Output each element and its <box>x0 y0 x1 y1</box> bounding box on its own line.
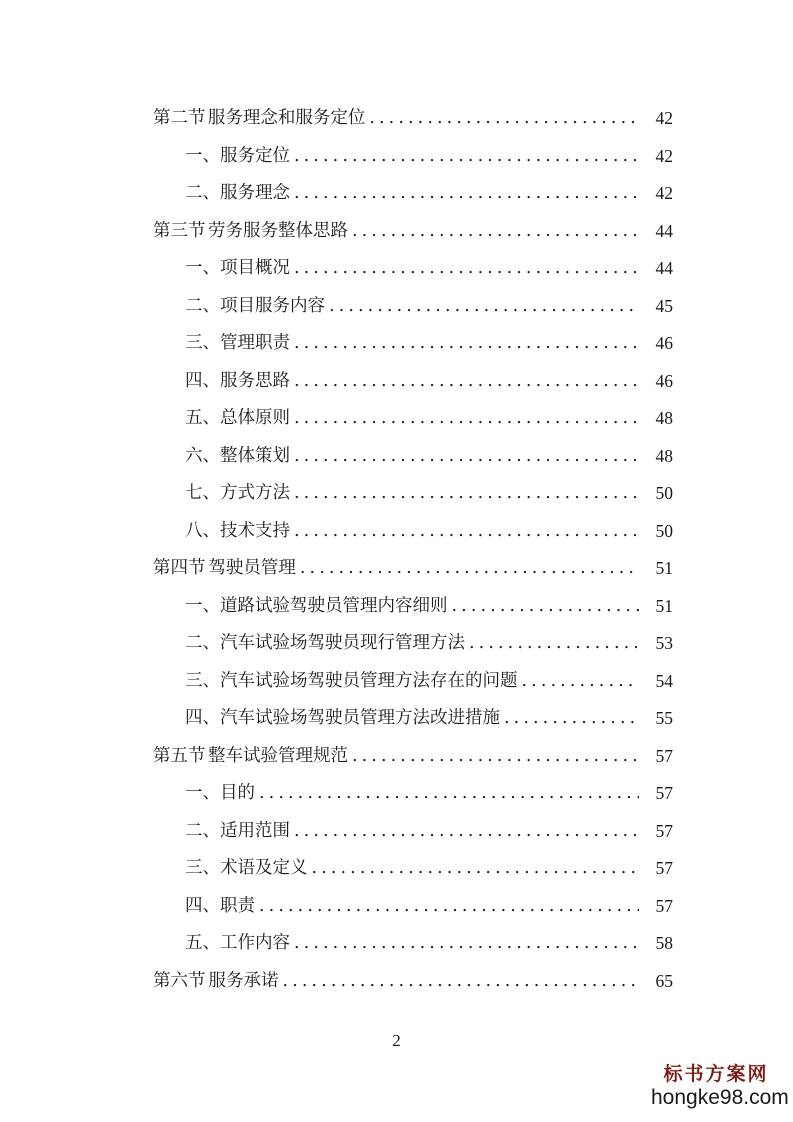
toc-title: 驾驶员管理 <box>208 558 296 578</box>
toc-number: 二、 <box>185 183 220 203</box>
toc-dot-leader <box>290 250 673 288</box>
toc-title: 项目服务内容 <box>220 295 325 316</box>
toc-entry <box>185 475 673 513</box>
toc-number: 八、 <box>185 520 220 541</box>
toc-page-number: 51 <box>639 550 673 588</box>
toc-dot-leader <box>290 325 673 363</box>
toc-entry <box>185 363 673 401</box>
toc-number: 第五节 <box>153 745 206 766</box>
toc-page-number: 42 <box>639 175 673 213</box>
watermark-name: 标书方案网 <box>663 1063 769 1085</box>
toc-number: 四、 <box>185 895 220 916</box>
toc-page-number: 54 <box>639 663 673 701</box>
toc-number: 四、 <box>185 708 220 728</box>
toc-title: 服务思路 <box>220 370 290 391</box>
toc-dot-leader <box>290 138 673 176</box>
watermark-url: hongke98.com <box>651 1086 789 1109</box>
toc-dot-leader <box>255 775 673 813</box>
toc-dot-leader <box>279 963 673 1001</box>
toc-dot-leader <box>348 213 673 251</box>
toc-section-row[interactable] <box>0 100 793 138</box>
toc-subsection-row[interactable] <box>0 925 793 963</box>
toc-subsection-row[interactable] <box>0 438 793 476</box>
toc-entry <box>185 438 673 476</box>
toc-entry <box>153 963 673 1001</box>
toc-dot-leader <box>325 288 673 326</box>
toc-title: 整车试验管理规范 <box>207 745 348 766</box>
toc-subsection-row[interactable] <box>0 888 793 926</box>
toc-entry <box>185 288 673 326</box>
toc-number: 五、 <box>185 408 220 428</box>
toc-subsection-row[interactable] <box>0 663 793 701</box>
toc-dot-leader <box>290 813 673 851</box>
toc-entry <box>185 513 673 551</box>
toc-entry <box>185 400 673 438</box>
toc-page-number: 51 <box>639 588 673 626</box>
toc-number: 一、 <box>185 258 220 278</box>
toc-number: 三、 <box>185 333 220 353</box>
toc-page-number: 55 <box>639 700 673 738</box>
toc-entry <box>185 850 673 888</box>
toc-page-number: 65 <box>639 963 673 1001</box>
toc-entry <box>185 775 673 813</box>
toc-number: 三、 <box>185 858 220 878</box>
toc-dot-leader <box>290 175 673 213</box>
toc-subsection-row[interactable] <box>0 588 793 626</box>
toc-page-number: 50 <box>639 475 673 513</box>
toc-title: 技术支持 <box>220 520 290 541</box>
toc-number: 第四节 <box>153 558 206 578</box>
toc-subsection-row[interactable] <box>0 288 793 326</box>
toc-page-number: 42 <box>639 138 673 176</box>
toc-page-number: 46 <box>639 363 673 401</box>
toc-number: 四、 <box>185 370 220 391</box>
toc-title: 工作内容 <box>220 933 290 953</box>
toc-entry <box>185 138 673 176</box>
toc-page-number: 44 <box>639 250 673 288</box>
toc-page-number: 44 <box>639 213 673 251</box>
toc-subsection-row[interactable] <box>0 625 793 663</box>
toc-page-number: 50 <box>639 513 673 551</box>
toc-dot-leader <box>365 100 673 138</box>
toc-entry <box>153 213 673 251</box>
toc-subsection-row[interactable] <box>0 325 793 363</box>
toc-subsection-row[interactable] <box>0 475 793 513</box>
toc-title: 整体策划 <box>220 445 290 466</box>
toc-entry <box>185 250 673 288</box>
toc-number: 二、 <box>185 820 220 841</box>
toc-subsection-row[interactable] <box>0 175 793 213</box>
toc-title: 服务理念和服务定位 <box>207 108 366 128</box>
toc-number: 第二节 <box>153 108 206 128</box>
toc-page-number: 57 <box>639 775 673 813</box>
toc-number: 二、 <box>185 633 220 653</box>
toc-number: 一、 <box>185 145 220 166</box>
page-number: 2 <box>392 1031 401 1050</box>
toc-subsection-row[interactable] <box>0 775 793 813</box>
toc-dot-leader <box>290 475 673 513</box>
toc-subsection-row[interactable] <box>0 363 793 401</box>
toc-dot-leader <box>296 550 673 588</box>
toc-page-number: 57 <box>639 850 673 888</box>
toc-page-number: 58 <box>639 925 673 963</box>
toc-number: 三、 <box>185 670 220 691</box>
toc-number: 七、 <box>185 483 220 503</box>
toc-page-number: 45 <box>639 288 673 326</box>
toc-entry <box>185 175 673 213</box>
toc-page-number: 53 <box>639 625 673 663</box>
toc-number: 二、 <box>185 295 220 316</box>
toc-page-number: 57 <box>639 738 673 776</box>
toc-subsection-row[interactable] <box>0 813 793 851</box>
toc-title: 方式方法 <box>220 483 290 503</box>
toc-title: 目的 <box>220 783 255 803</box>
toc-title: 适用范围 <box>220 820 290 841</box>
toc-title: 术语及定义 <box>220 858 308 878</box>
toc-subsection-row[interactable] <box>0 400 793 438</box>
toc-title: 汽车试验场驾驶员管理方法存在的问题 <box>220 670 518 691</box>
toc-section-row[interactable] <box>0 550 793 588</box>
toc-subsection-row[interactable] <box>0 850 793 888</box>
toc-entry <box>153 738 673 776</box>
toc-subsection-row[interactable] <box>0 513 793 551</box>
toc-title: 项目概况 <box>220 258 290 278</box>
toc-page-number: 42 <box>639 100 673 138</box>
toc-dot-leader <box>255 888 673 926</box>
toc-number: 第六节 <box>153 970 206 991</box>
toc-section-row[interactable] <box>0 963 793 1001</box>
toc-number: 六、 <box>185 445 220 466</box>
toc-title: 汽车试验场驾驶员管理方法改进措施 <box>220 708 500 728</box>
toc-entry <box>185 325 673 363</box>
toc-title: 管理职责 <box>220 333 290 353</box>
toc-entry <box>185 813 673 851</box>
toc-number: 一、 <box>185 783 220 803</box>
toc-subsection-row[interactable] <box>0 138 793 176</box>
toc-dot-leader <box>290 513 673 551</box>
toc-entry <box>185 588 673 626</box>
toc-number: 五、 <box>185 933 220 953</box>
toc-subsection-row[interactable] <box>0 250 793 288</box>
toc-section-row[interactable] <box>0 738 793 776</box>
watermark-logo <box>651 1062 789 1110</box>
toc-title: 服务理念 <box>220 183 290 203</box>
toc-dot-leader <box>290 400 673 438</box>
toc-dot-leader <box>290 925 673 963</box>
toc-subsection-row[interactable] <box>0 700 793 738</box>
toc-title: 职责 <box>220 895 255 916</box>
toc-entry <box>185 663 673 701</box>
toc-title: 劳务服务整体思路 <box>207 220 348 241</box>
toc-dot-leader <box>290 363 673 401</box>
toc-entry <box>185 925 673 963</box>
toc-entry <box>185 625 673 663</box>
toc-page-number: 48 <box>639 400 673 438</box>
toc-page-number: 46 <box>639 325 673 363</box>
toc-dot-leader <box>290 438 673 476</box>
toc-entry <box>185 888 673 926</box>
toc-entry <box>153 550 673 588</box>
toc-number: 第三节 <box>153 220 206 241</box>
toc-number: 一、 <box>185 595 220 616</box>
toc-dot-leader <box>348 738 673 776</box>
toc-page-number: 57 <box>639 888 673 926</box>
toc-page-number: 57 <box>639 813 673 851</box>
toc-title: 服务承诺 <box>208 970 279 991</box>
toc-title: 道路试验驾驶员管理内容细则 <box>220 595 448 616</box>
toc-page-number: 48 <box>639 438 673 476</box>
toc-title: 汽车试验场驾驶员现行管理方法 <box>220 633 465 653</box>
toc-dot-leader <box>308 850 674 888</box>
toc-title: 服务定位 <box>220 145 290 166</box>
toc-title: 总体原则 <box>220 408 290 428</box>
toc-entry <box>185 700 673 738</box>
table-of-contents <box>0 100 793 1000</box>
toc-entry <box>153 100 673 138</box>
toc-section-row[interactable] <box>0 213 793 251</box>
